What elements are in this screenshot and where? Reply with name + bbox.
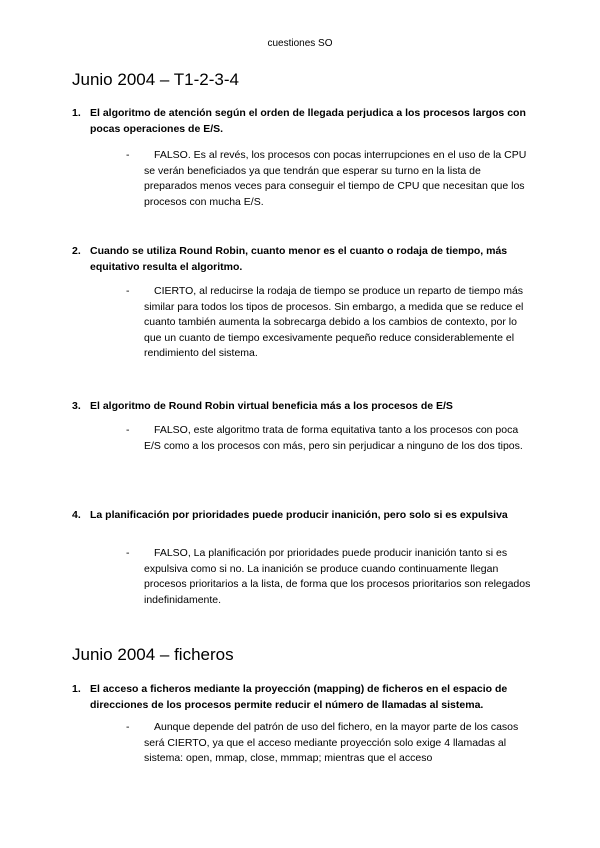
question-text: Cuando se utiliza Round Robin, cuanto menor es el cuanto o rodaja de tiempo, más equitativo resulta el algoritmo. (90, 245, 508, 273)
answer-1 (126, 148, 532, 210)
answer-text: FALSO, La planificación por prioridades puede producir inanición tanto si es expulsiva como si no. La inanición se produce cuando continuamente llegan procesos prioritarios a la lista, de forma que los procesos prioritarios son relegados indefinidamente. (144, 547, 531, 606)
question-text: El algoritmo de atención según el orden de llegada perjudica a los procesos largos con pocas operaciones de E/S. (90, 107, 526, 135)
answer-ficheros-1 (126, 720, 532, 767)
question-1 (72, 105, 532, 137)
running-header: cuestiones SO (267, 38, 333, 49)
question-number: 1. (72, 683, 81, 695)
answer-4 (126, 546, 532, 608)
question-number: 3. (72, 400, 81, 412)
section-title-t1234: Junio 2004 – T1-2-3-4 (72, 70, 239, 89)
question-number: 1. (72, 107, 81, 119)
answer-3 (126, 423, 532, 454)
question-text: La planificación por prioridades puede producir inanición, pero solo si es expulsiva (90, 509, 508, 521)
question-3 (72, 398, 532, 414)
question-number: 2. (72, 245, 81, 257)
answer-2 (126, 284, 532, 362)
answer-text: Aunque depende del patrón de uso del fichero, en la mayor parte de los casos será CIERTO, ya que el acceso mediante proyección solo exige 4 llamadas al sistema: open, mmap, close, mmmap; mientras que el acceso (144, 721, 519, 764)
question-text: El acceso a ficheros mediante la proyección (mapping) de ficheros en el espacio de direcciones de los procesos permite reducir el número de llamadas al sistema. (90, 683, 508, 711)
answer-text: CIERTO, al reducirse la rodaja de tiempo se produce un reparto de tiempo más similar para todos los tipos de procesos. Sin embargo, a medida que se reduce el cuanto también aumenta la sobrecarga debido a los cambios de contexto, por lo que un cuanto de tiempo excesivamente pequeño reduce considerablemente el rendimiento del sistema. (144, 285, 524, 359)
answer-text: FALSO. Es al revés, los procesos con pocas interrupciones en el uso de la CPU se verán beneficiados ya que tendrán que esperar su turno en la lista de preparados menos veces para conseguir el tiempo de CPU que necesitan que los procesos con mucha E/S. (144, 149, 527, 208)
question-text: El algoritmo de Round Robin virtual beneficia más a los procesos de E/S (90, 400, 453, 412)
question-number: 4. (72, 509, 81, 521)
answer-marker: - (126, 149, 130, 161)
answer-marker: - (126, 424, 130, 436)
answer-marker: - (126, 285, 130, 297)
answer-text: FALSO, este algoritmo trata de forma equitativa tanto a los procesos con poca E/S como a los procesos con más, pero sin perjudicar a ninguno de los dos tipos. (144, 424, 523, 452)
question-4 (72, 507, 532, 523)
section-title-ficheros: Junio 2004 – ficheros (72, 645, 234, 664)
question-2 (72, 243, 532, 275)
question-ficheros-1 (72, 681, 532, 713)
answer-marker: - (126, 547, 130, 559)
answer-marker: - (126, 721, 130, 733)
